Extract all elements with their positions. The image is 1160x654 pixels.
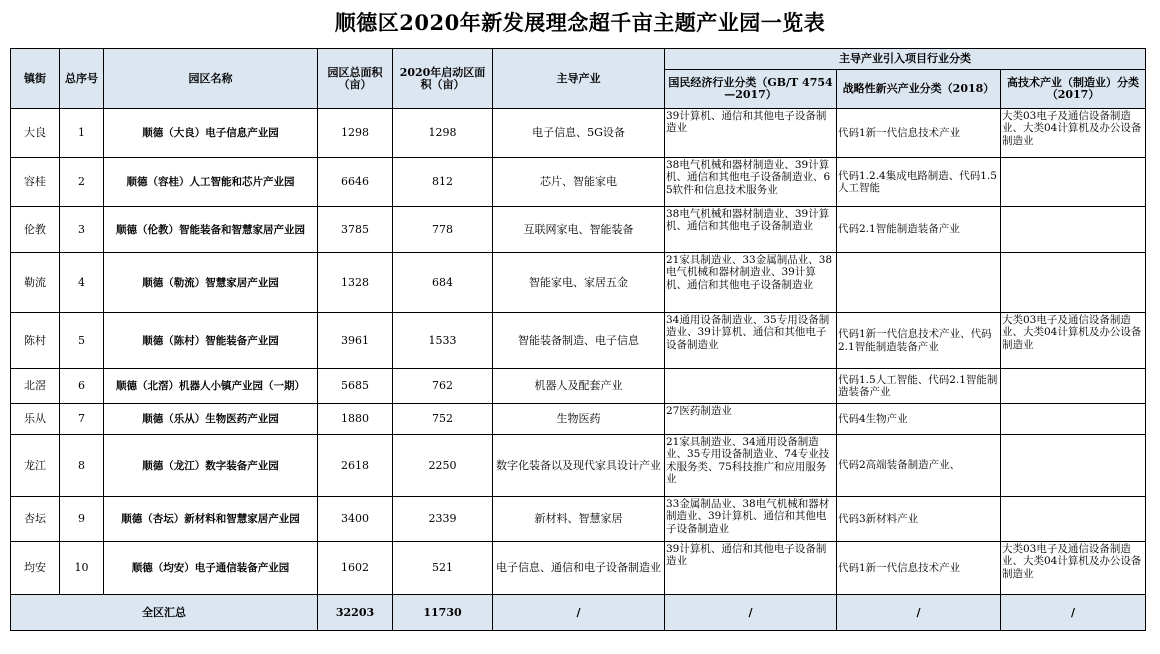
hightech-class-cell xyxy=(1001,158,1146,207)
main-industry-cell: 芯片、智能家电 xyxy=(493,158,665,207)
seq-cell: 4 xyxy=(60,253,104,313)
park-name-cell: 顺德（勒流）智慧家居产业园 xyxy=(104,253,318,313)
total-hightech: / xyxy=(1001,595,1146,631)
total-area-cell: 2618 xyxy=(318,435,393,497)
national-class-cell: 38电气机械和器材制造业、39计算机、通信和其他电子设备制造业 xyxy=(665,207,837,253)
main-industry-cell: 数字化装备以及现代家具设计产业 xyxy=(493,435,665,497)
seq-cell: 2 xyxy=(60,158,104,207)
total-area-cell: 5685 xyxy=(318,369,393,404)
total-area-cell: 1602 xyxy=(318,542,393,595)
park-name-cell: 顺德（北滘）机器人小镇产业园（一期） xyxy=(104,369,318,404)
total-industry: / xyxy=(493,595,665,631)
table-row xyxy=(11,404,1146,435)
national-class-cell: 39计算机、通信和其他电子设备制造业 xyxy=(665,542,837,595)
national-class-cell: 39计算机、通信和其他电子设备制造业 xyxy=(665,109,837,158)
park-name-cell: 顺德（大良）电子信息产业园 xyxy=(104,109,318,158)
seq-cell: 6 xyxy=(60,369,104,404)
main-industry-cell: 新材料、智慧家居 xyxy=(493,497,665,542)
seq-cell: 1 xyxy=(60,109,104,158)
strategic-class-cell: 代码1.2.4集成电路制造、代码1.5人工智能 xyxy=(837,158,1001,207)
total-national: / xyxy=(665,595,837,631)
total-area-cell: 6646 xyxy=(318,158,393,207)
strategic-class-cell: 代码2高端装备制造产业、 xyxy=(837,435,1001,497)
header-total-area: 园区总面积（亩） xyxy=(318,49,393,109)
park-name-cell: 顺德（龙江）数字装备产业园 xyxy=(104,435,318,497)
table-row xyxy=(11,313,1146,369)
town-cell: 杏坛 xyxy=(11,497,60,542)
table-row xyxy=(11,435,1146,497)
seq-cell: 3 xyxy=(60,207,104,253)
main-industry-cell: 生物医药 xyxy=(493,404,665,435)
total-area-cell: 1298 xyxy=(318,109,393,158)
start-area-cell: 778 xyxy=(393,207,493,253)
national-class-cell: 34通用设备制造业、35专用设备制造业、39计算机、通信和其他电子设备制造业 xyxy=(665,313,837,369)
table-row xyxy=(11,369,1146,404)
town-cell: 大良 xyxy=(11,109,60,158)
main-industry-cell: 智能装备制造、电子信息 xyxy=(493,313,665,369)
seq-cell: 7 xyxy=(60,404,104,435)
town-cell: 乐从 xyxy=(11,404,60,435)
start-area-cell: 521 xyxy=(393,542,493,595)
hightech-class-cell: 大类03电子及通信设备制造业、大类04计算机及办公设备制造业 xyxy=(1001,313,1146,369)
town-cell: 容桂 xyxy=(11,158,60,207)
main-industry-cell: 智能家电、家居五金 xyxy=(493,253,665,313)
strategic-class-cell: 代码4生物产业 xyxy=(837,404,1001,435)
start-area-cell: 1298 xyxy=(393,109,493,158)
seq-cell: 8 xyxy=(60,435,104,497)
start-area-cell: 752 xyxy=(393,404,493,435)
national-class-cell xyxy=(665,369,837,404)
header-strategic: 战略性新兴产业分类（2018） xyxy=(837,70,1001,109)
start-area-cell: 762 xyxy=(393,369,493,404)
park-list-table xyxy=(10,48,1146,631)
town-cell: 伦教 xyxy=(11,207,60,253)
header-start-area: 2020年启动区面积（亩） xyxy=(393,49,493,109)
table-row xyxy=(11,497,1146,542)
start-area-cell: 812 xyxy=(393,158,493,207)
park-name-cell: 顺德（乐从）生物医药产业园 xyxy=(104,404,318,435)
start-area-cell: 2339 xyxy=(393,497,493,542)
total-area-cell: 1328 xyxy=(318,253,393,313)
national-class-cell: 21家具制造业、34通用设备制造业、35专用设备制造业、74专业技术服务类、75科技推广和应用服务业 xyxy=(665,435,837,497)
hightech-class-cell xyxy=(1001,497,1146,542)
strategic-class-cell: 代码1.5人工智能、代码2.1智能制造装备产业 xyxy=(837,369,1001,404)
header-group: 主导产业引入项目行业分类 xyxy=(665,49,1146,70)
hightech-class-cell xyxy=(1001,369,1146,404)
seq-cell: 5 xyxy=(60,313,104,369)
header-hightech: 高技术产业（制造业）分类（2017） xyxy=(1001,70,1146,109)
park-name-cell: 顺德（容桂）人工智能和芯片产业园 xyxy=(104,158,318,207)
town-cell: 龙江 xyxy=(11,435,60,497)
strategic-class-cell: 代码1新一代信息技术产业、代码2.1智能制造装备产业 xyxy=(837,313,1001,369)
header-park-name: 园区名称 xyxy=(104,49,318,109)
main-industry-cell: 机器人及配套产业 xyxy=(493,369,665,404)
table-row xyxy=(11,253,1146,313)
start-area-cell: 684 xyxy=(393,253,493,313)
total-area-cell: 3785 xyxy=(318,207,393,253)
table-row xyxy=(11,207,1146,253)
main-industry-cell: 电子信息、通信和电子设备制造业 xyxy=(493,542,665,595)
main-industry-cell: 互联网家电、智能装备 xyxy=(493,207,665,253)
main-industry-cell: 电子信息、5G设备 xyxy=(493,109,665,158)
total-start-area: 11730 xyxy=(393,595,493,631)
total-area: 32203 xyxy=(318,595,393,631)
strategic-class-cell: 代码2.1智能制造装备产业 xyxy=(837,207,1001,253)
table-title: 顺德区2020年新发展理念超千亩主题产业园一览表 xyxy=(334,10,826,35)
national-class-cell: 38电气机械和器材制造业、39计算机、通信和其他电子设备制造业、65软件和信息技术服务业 xyxy=(665,158,837,207)
header-national: 国民经济行业分类（GB/T 4754—2017） xyxy=(665,70,837,109)
town-cell: 陈村 xyxy=(11,313,60,369)
start-area-cell: 1533 xyxy=(393,313,493,369)
start-area-cell: 2250 xyxy=(393,435,493,497)
table-row xyxy=(11,158,1146,207)
hightech-class-cell xyxy=(1001,404,1146,435)
header-seq: 总序号 xyxy=(60,49,104,109)
park-name-cell: 顺德（杏坛）新材料和智慧家居产业园 xyxy=(104,497,318,542)
national-class-cell: 33金属制品业、38电气机械和器材制造业、39计算机、通信和其他电子设备制造业 xyxy=(665,497,837,542)
hightech-class-cell xyxy=(1001,435,1146,497)
total-area-cell: 3961 xyxy=(318,313,393,369)
strategic-class-cell: 代码3新材料产业 xyxy=(837,497,1001,542)
national-class-cell: 27医药制造业 xyxy=(665,404,837,435)
total-label: 全区汇总 xyxy=(11,595,318,631)
national-class-cell: 21家具制造业、33金属制品业、38电气机械和器材制造业、39计算机、通信和其他电子设备制造业 xyxy=(665,253,837,313)
hightech-class-cell xyxy=(1001,253,1146,313)
strategic-class-cell: 代码1新一代信息技术产业 xyxy=(837,109,1001,158)
hightech-class-cell: 大类03电子及通信设备制造业、大类04计算机及办公设备制造业 xyxy=(1001,109,1146,158)
town-cell: 均安 xyxy=(11,542,60,595)
hightech-class-cell xyxy=(1001,207,1146,253)
strategic-class-cell: 代码1新一代信息技术产业 xyxy=(837,542,1001,595)
total-area-cell: 3400 xyxy=(318,497,393,542)
strategic-class-cell xyxy=(837,253,1001,313)
park-name-cell: 顺德（陈村）智能装备产业园 xyxy=(104,313,318,369)
park-name-cell: 顺德（均安）电子通信装备产业园 xyxy=(104,542,318,595)
header-town: 镇街 xyxy=(11,49,60,109)
park-name-cell: 顺德（伦教）智能装备和智慧家居产业园 xyxy=(104,207,318,253)
header-main-industry: 主导产业 xyxy=(493,49,665,109)
total-strategic: / xyxy=(837,595,1001,631)
town-cell: 北滘 xyxy=(11,369,60,404)
town-cell: 勒流 xyxy=(11,253,60,313)
seq-cell: 9 xyxy=(60,497,104,542)
table-row xyxy=(11,542,1146,595)
total-area-cell: 1880 xyxy=(318,404,393,435)
table-row xyxy=(11,109,1146,158)
seq-cell: 10 xyxy=(60,542,104,595)
total-row xyxy=(11,595,1146,631)
hightech-class-cell: 大类03电子及通信设备制造业、大类04计算机及办公设备制造业 xyxy=(1001,542,1146,595)
